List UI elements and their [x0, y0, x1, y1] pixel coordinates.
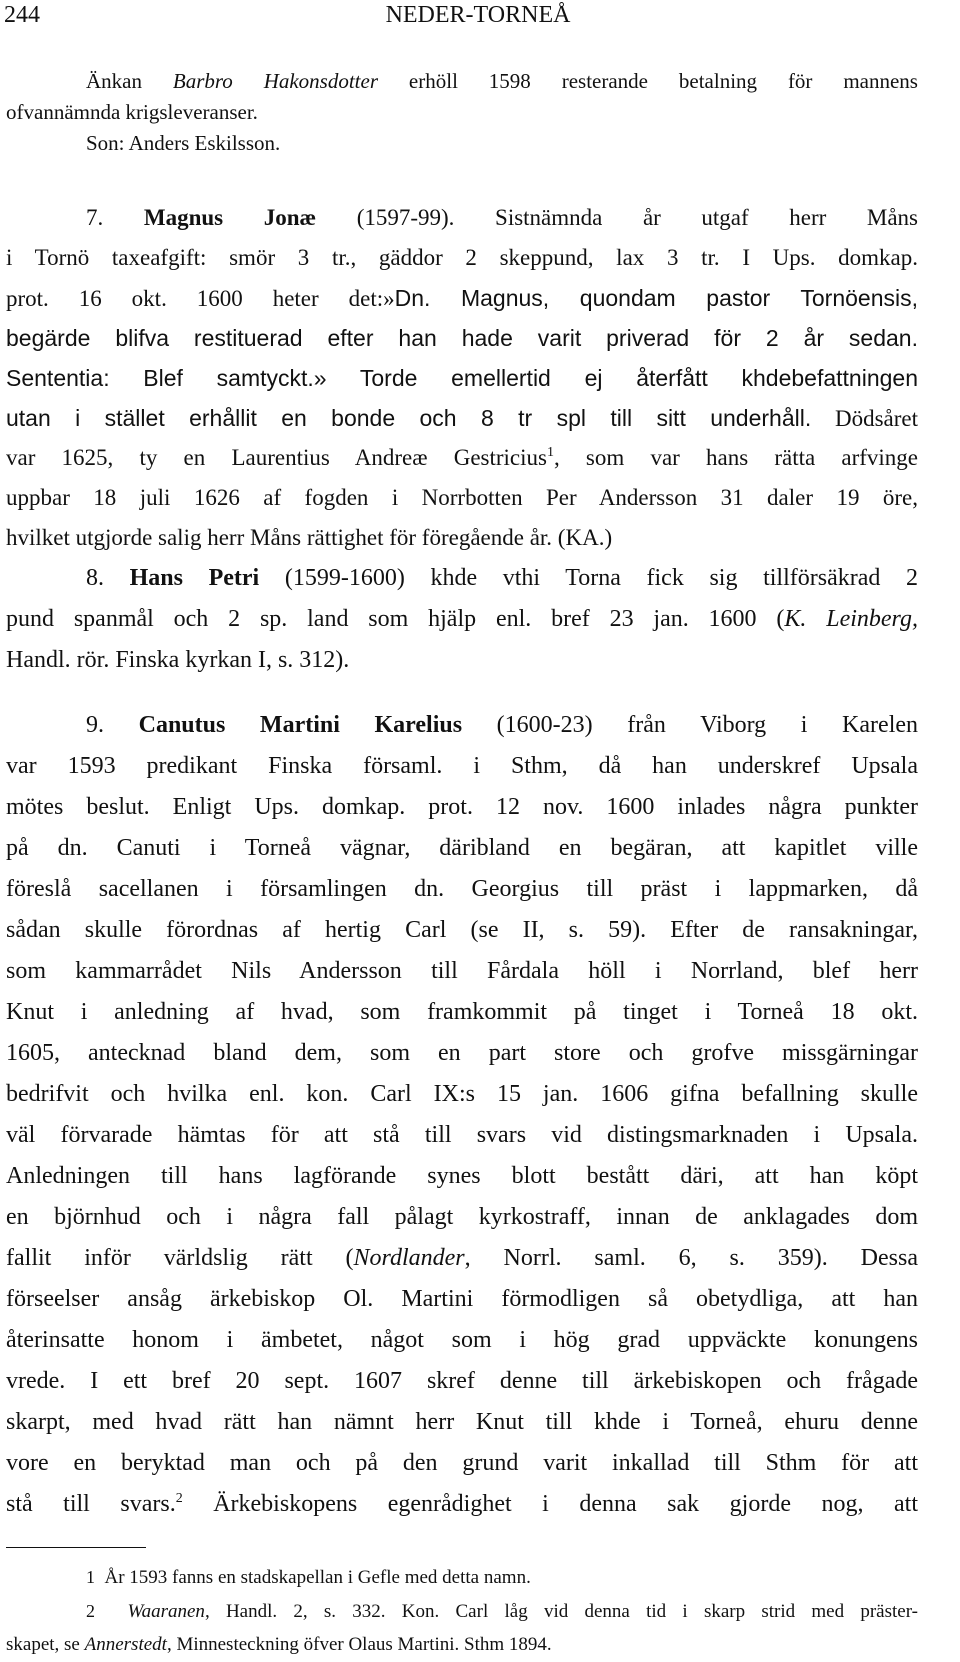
text-run: fallit inför världslig rätt (	[6, 1245, 354, 1271]
text-line: i Tornö taxeafgift: smör 3 tr., gäddor 2 skeppund, lax 3 tr. I Ups. domkap.	[6, 245, 918, 270]
text-line: mötes beslut. Enligt Ups. domkap. prot. 12 nov. 1600 inlades några punkter	[6, 794, 918, 820]
footnote-1	[6, 1560, 918, 1594]
text-run: Änkan	[86, 69, 173, 93]
text-line: Handl. rör. Finska kyrkan I, s. 312).	[6, 647, 350, 673]
text-run: Dödsåret	[811, 406, 918, 431]
text-run: prot. 16 okt. 1600 heter det:»	[6, 286, 395, 311]
entry-name: Magnus Jonæ	[143, 205, 317, 230]
text-run: erhöll 1598 resterande betalning för mannens	[378, 69, 918, 93]
text-run: Ärkebiskopens egenrådighet i denna sak gjorde nog, att	[182, 1491, 918, 1517]
footnote-ref: 1	[546, 445, 554, 460]
text-line	[6, 358, 918, 398]
text-run: , Norrl. saml. 6, s. 359). Dessa	[464, 1245, 918, 1271]
text-line	[6, 66, 918, 97]
text-line: begärde blifva restituerad efter han hade varit priverad för 2 år sedan.	[6, 325, 918, 351]
text-line: bedrifvit och hvilka enl. kon. Carl IX:s 15 jan. 1606 gifna befallning skulle	[6, 1081, 918, 1107]
author-citation: K. Leinberg,	[784, 606, 919, 632]
person-name: Barbro Hakonsdotter	[172, 69, 379, 93]
author-citation: Annerstedt	[84, 1634, 167, 1655]
text-line	[6, 438, 918, 478]
text-line: på dn. Canuti i Torneå vägnar, däribland en begäran, att kapitlet ville	[6, 835, 918, 861]
footnote-number: 1	[86, 1567, 95, 1587]
paragraph-widow	[6, 66, 918, 159]
footnote-text: År 1593 fanns en stadskapellan i Gefle med detta namn.	[104, 1567, 531, 1588]
footnotes	[6, 1560, 918, 1662]
text-line: väl förvarade hämtas för att stå till svars vid distingsmarknaden i Upsala.	[6, 1122, 918, 1148]
text-run: stå till svars.	[6, 1491, 176, 1517]
quoted-latin: Dn. Magnus, quondam pastor Tornöensis,	[394, 285, 918, 311]
footnote-ref: 2	[175, 1491, 183, 1506]
entry-number: 8.	[86, 565, 130, 591]
text-run: (1599-1600) khde vthi Torna fick sig tillförsäkrad 2	[259, 565, 918, 591]
text-line: en björnhud och i några fall pålagt kyrkostraff, innan de anklagades dom	[6, 1204, 918, 1230]
text-line: Son: Anders Eskilsson.	[86, 131, 281, 155]
author-citation: Nordlander	[353, 1245, 465, 1271]
text-line: vrede. I ett bref 20 sept. 1607 skref denne till ärkebiskopen och frågade	[6, 1368, 918, 1394]
text-run: pund spanmål och 2 sp. land som hjälp enl. bref 23 jan. 1600 (	[6, 606, 785, 632]
text-line: föreslå sacellanen i församlingen dn. Georgius till präst i lappmarken, då	[6, 876, 918, 902]
text-run: var 1625, ty en Laurentius Andreæ Gestricius	[6, 445, 547, 470]
footnote-number: 2	[86, 1601, 95, 1621]
page-number: 244	[4, 2, 40, 28]
text-run: (1600-23) från Viborg i Karelen	[462, 712, 919, 738]
entry-number: 7.	[86, 205, 144, 230]
footnote-text: , Minnesteckning öfver Olaus Martini. Sthm 1894.	[166, 1634, 552, 1655]
text-line	[6, 198, 918, 238]
text-line: vore en beryktad man och på den grund varit inkallad till Sthm för att	[6, 1450, 918, 1476]
paragraph-7	[6, 198, 918, 558]
paragraph-8	[6, 558, 918, 681]
text-line: sådan skulle förordnas af hertig Carl (se II, s. 59). Efter de ransakningar,	[6, 917, 918, 943]
text-line: Anledningen till hans lagförande synes blott bestått däri, att han köpt	[6, 1163, 918, 1189]
footnote-2	[6, 1594, 918, 1628]
text-line: som kammarrådet Nils Andersson till Fårdala höll i Norrland, blef herr	[6, 958, 918, 984]
footnote-text: , Handl. 2, s. 332. Kon. Carl låg vid denna tid i skarp strid med präster-	[204, 1601, 918, 1622]
entry-name: Canutus Martini Karelius	[138, 712, 463, 738]
text-line: skarpt, med hvad rätt han nämnt herr Knut till khde i Torneå, ehuru denne	[6, 1409, 918, 1435]
text-run: utan i stället erhållit en bonde och 8 tr spl till sitt underhåll.	[6, 405, 812, 431]
text-line: ofvannämnda krigsleveranser.	[6, 100, 258, 124]
text-line: förseelser ansåg ärkebiskop Ol. Martini förmodligen så obetydliga, att han	[6, 1286, 918, 1312]
text-line	[6, 705, 918, 746]
page-header	[4, 2, 952, 32]
text-line	[6, 278, 918, 318]
text-line: 1605, antecknad bland dem, som en part store och grofve missgärningar	[6, 1040, 918, 1066]
text-line	[6, 558, 918, 599]
footnote-text: skapet, se	[6, 1634, 85, 1655]
text-line: uppbar 18 juli 1626 af fogden i Norrbotten Per Andersson 31 daler 19 öre,	[6, 485, 918, 510]
entry-number: 9.	[86, 712, 139, 738]
quoted-latin: Sententia: Blef samtyckt.»	[6, 365, 327, 391]
running-title: NEDER-TORNEÅ	[385, 2, 571, 28]
text-line: var 1593 predikant Finska församl. i Sthm, då han underskref Upsala	[6, 753, 918, 779]
text-line: återinsatte honom i ämbetet, något som i hög grad uppväckte konungens	[6, 1327, 918, 1353]
text-line	[6, 599, 918, 640]
text-line: hvilket utgjorde salig herr Måns rättighet för föregående år. (KA.)	[6, 525, 613, 550]
entry-name: Hans Petri	[129, 565, 260, 591]
text-run: (1597-99). Sistnämnda år utgaf herr Måns	[316, 205, 919, 230]
text-line	[6, 1238, 918, 1279]
text-run: Torde emellertid ej återfått khdebefattningen	[326, 365, 918, 391]
paragraph-9	[6, 705, 918, 1525]
text-line: Knut i anledning af hvad, som framkommit på tinget i Torneå 18 okt.	[6, 999, 918, 1025]
footnote-2-continued	[6, 1628, 918, 1662]
text-line	[6, 398, 918, 438]
author-citation: Waaranen	[127, 1601, 205, 1622]
text-line	[6, 1484, 918, 1525]
text-run: , som var hans rätta arfvinge	[553, 445, 918, 470]
footnote-separator	[6, 1547, 146, 1548]
